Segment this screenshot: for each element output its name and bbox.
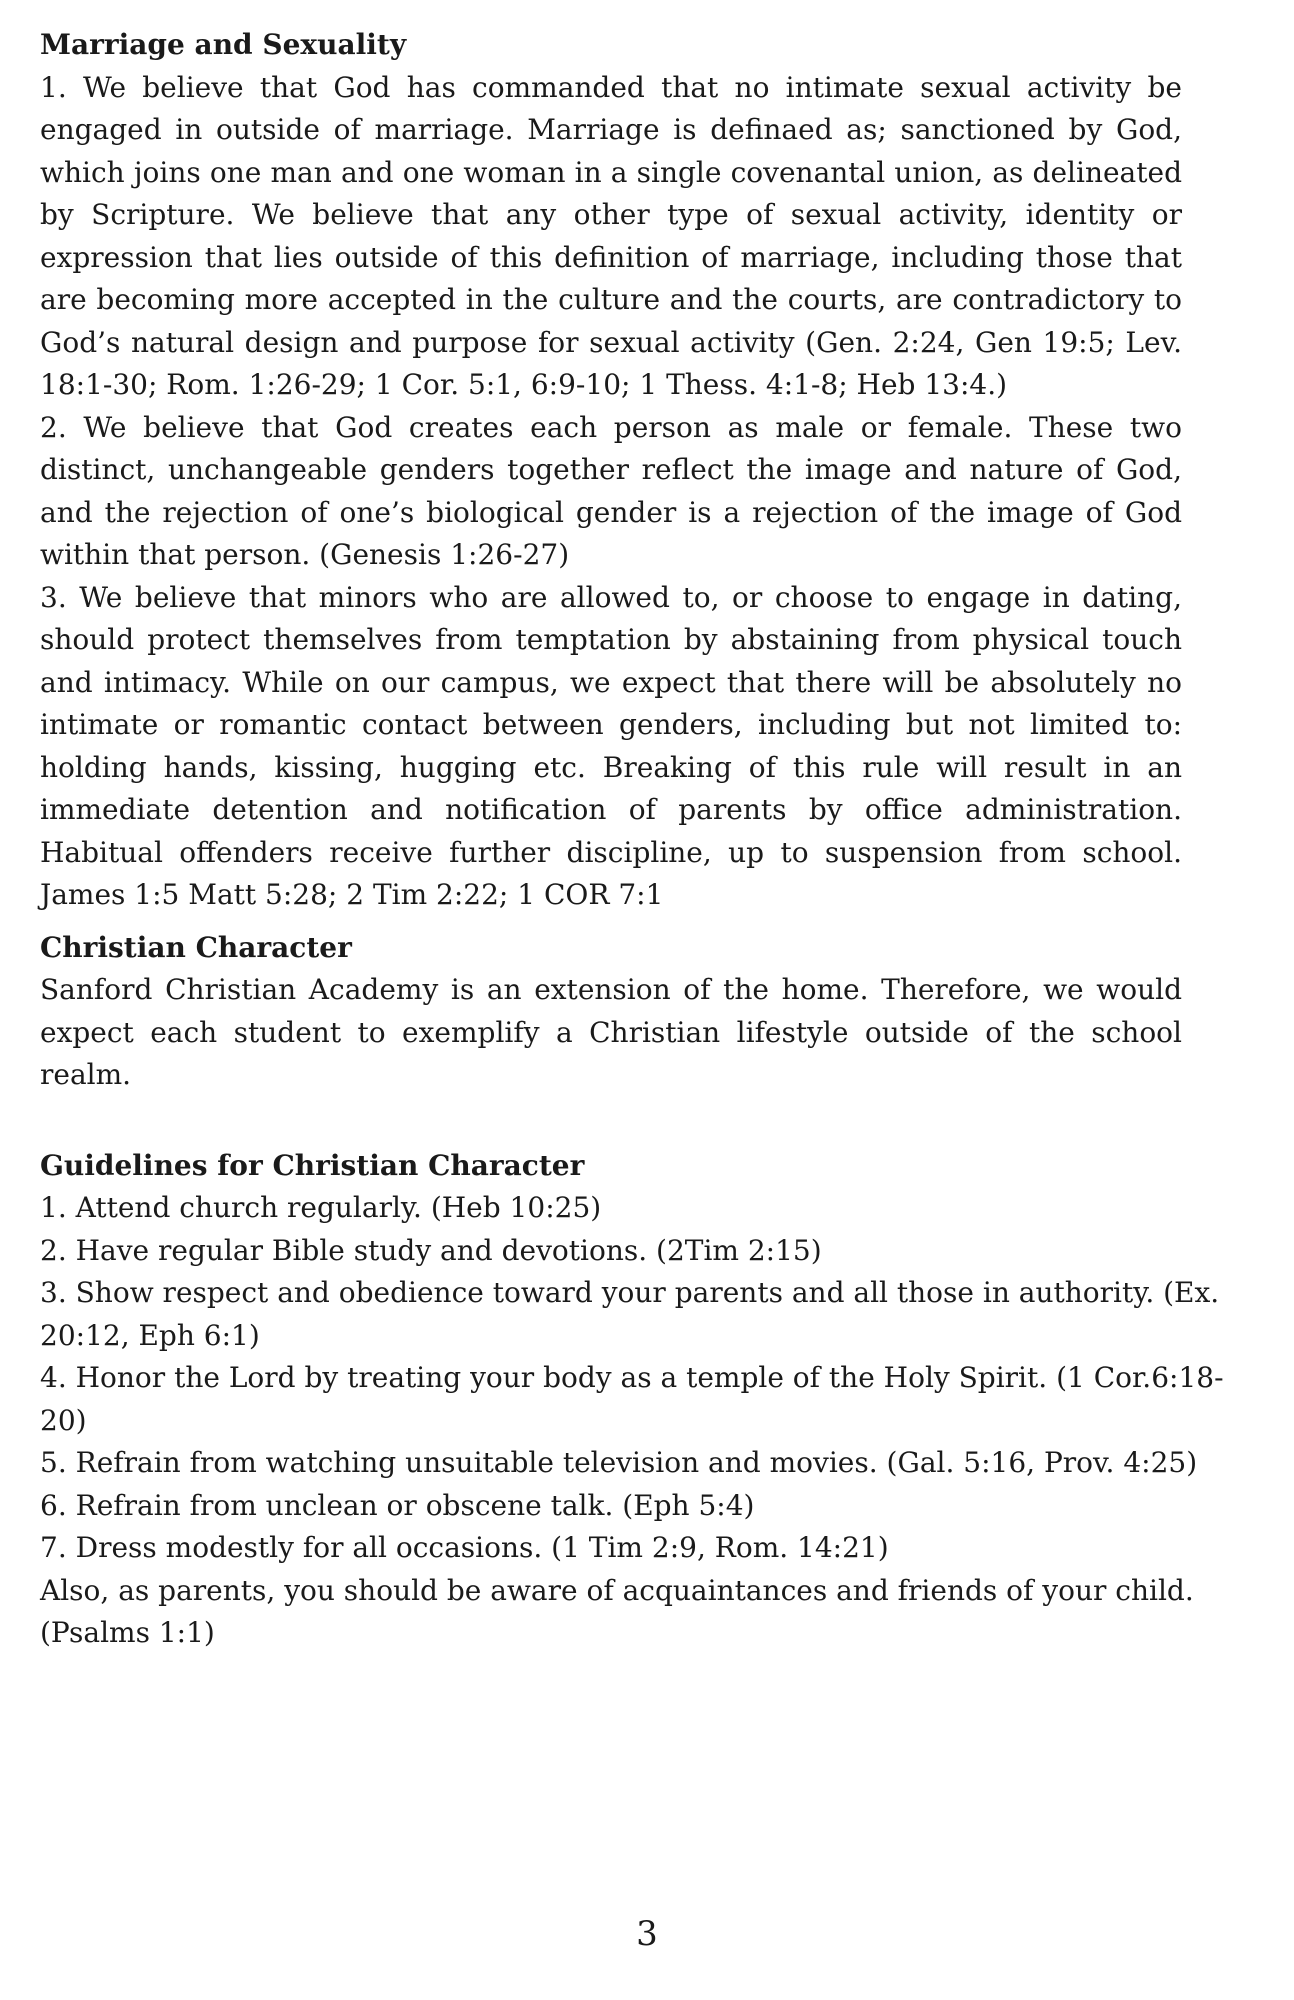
marriage-item-1: 1. We believe that God has commanded that no intimate sexual activity be engaged in outside of marriage. Marriage is definaed as; sanctioned by God, which joins one man and one woman in a single covenantal union, as delineated by Scripture. We believe that any other type of sexual activity, identity or expression that lies outside of this definition of marriage, including those that are becoming more accepted in the culture and the courts, are contradictory to God’s natural design and purpose for sexual activity (Gen. 2:24, Gen 19:5; Lev. 18:1-30; Rom. 1:26-29; 1 Cor. 5:1, 6:9-10; 1 Thess. 4:1-8; Heb 13:4.)	[40, 70, 1182, 401]
guideline-item-7: 7. Dress modestly for all occasions. (1 Tim 2:9, Rom. 14:21)	[40, 1531, 889, 1564]
guidelines-closing-note: Also, as parents, you should be aware of acquaintances and friends of your child. (Psalms 1:1)	[40, 1573, 1194, 1649]
guideline-item-2: 2. Have regular Bible study and devotions. (2Tim 2:15)	[40, 1233, 822, 1267]
character-heading: Christian Character	[40, 930, 352, 964]
character-paragraph: Sanford Christian Academy is an extension of the home. Therefore, we would expect each student to exemplify a Christian lifestyle outside of the school realm.	[40, 973, 1182, 1091]
guideline-item-3: 3. Show respect and obedience toward your parents and all those in authority. (Ex. 20:12, Eph 6:1)	[40, 1276, 1220, 1352]
guideline-item-6: 6. Refrain from unclean or obscene talk. (Eph 5:4)	[40, 1488, 755, 1522]
guideline-item-5: 5. Refrain from watching unsuitable television and movies. (Gal. 5:16, Prov. 4:25)	[40, 1446, 1198, 1479]
section-spacer	[40, 1097, 1270, 1145]
page-number: 3	[636, 1914, 658, 1954]
marriage-heading: Marriage and Sexuality	[40, 28, 407, 61]
guideline-item-4: 4. Honor the Lord by treating your body as a temple of the Holy Spirit. (1 Cor.6:18-20)	[40, 1361, 1224, 1437]
guideline-item-1: 1. Attend church regularly. (Heb 10:25)	[40, 1191, 602, 1224]
guidelines-heading: Guidelines for Christian Character	[40, 1148, 585, 1182]
document-page	[40, 24, 1270, 1655]
section-spacer	[40, 917, 1270, 927]
marriage-item-3: 3. We believe that minors who are allowed to, or choose to engage in dating, should protect themselves from temptation by abstaining from physical touch and intimacy. While on our campus, we expect that there will be absolutely no intimate or romantic contact between genders, including but not limited to: holding hands, kissing, hugging etc. Breaking of this rule will result in an immediate detention and notification of parents by office administration. Habitual offenders receive further discipline, up to suspension from school. James 1:5 Matt 5:28; 2 Tim 2:22; 1 COR 7:1	[40, 580, 1182, 911]
marriage-item-2: 2. We believe that God creates each person as male or female. These two distinct, unchangeable genders together reflect the image and nature of God, and the rejection of one’s biological gender is a rejection of the image of God within that person. (Genesis 1:26-27)	[40, 410, 1182, 571]
